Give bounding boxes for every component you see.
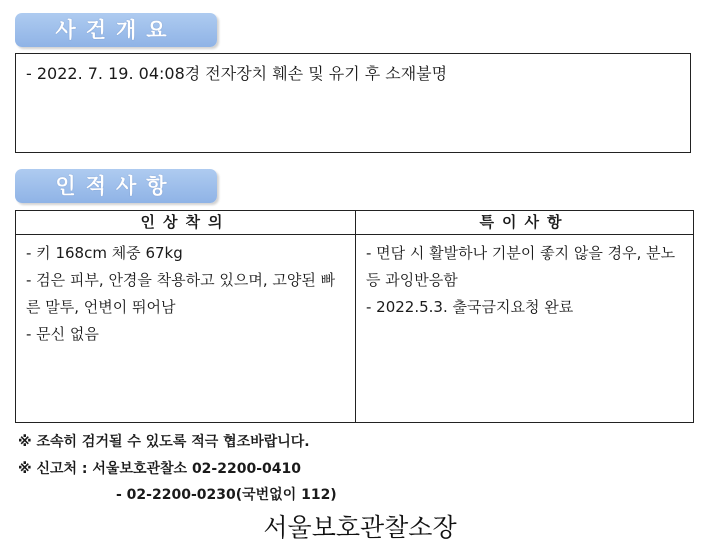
section-title-personal-info: 인적사항 bbox=[15, 169, 217, 203]
section-title-overview: 사건개요 bbox=[15, 13, 217, 47]
list-item: - 문신 없음 bbox=[26, 325, 99, 343]
personal-info-table bbox=[15, 210, 694, 423]
cooperation-note: ※ 조속히 검거될 수 있도록 적극 협조바랍니다. bbox=[18, 434, 310, 450]
appearance-list bbox=[16, 235, 355, 348]
list-item: - 2022.5.3. 출국금지요청 완료 bbox=[366, 298, 574, 316]
overview-box bbox=[15, 53, 691, 153]
remarks-column bbox=[356, 211, 693, 422]
issuing-organization: 서울보호관찰소장 bbox=[263, 513, 457, 542]
remarks-header: 특이사항 bbox=[356, 211, 693, 235]
overview-text: - 2022. 7. 19. 04:08경 전자장치 훼손 및 유기 후 소재불명 bbox=[26, 64, 448, 83]
appearance-header: 인상착의 bbox=[16, 211, 355, 235]
appearance-column bbox=[16, 211, 356, 422]
report-contact-line-2: - 02-2200-0230(국번없이 112) bbox=[116, 487, 337, 503]
report-contact-line: ※ 신고처 : 서울보호관찰소 02-2200-0410 bbox=[18, 461, 301, 477]
list-item: - 검은 피부, 안경을 착용하고 있으며, 고양된 빠른 말투, 언변이 뛰어남 bbox=[26, 271, 336, 316]
remarks-list bbox=[356, 235, 693, 321]
list-item: - 면담 시 활발하나 기분이 좋지 않을 경우, 분노 등 과잉반응함 bbox=[366, 244, 676, 289]
list-item: - 키 168cm 체중 67kg bbox=[26, 244, 183, 262]
